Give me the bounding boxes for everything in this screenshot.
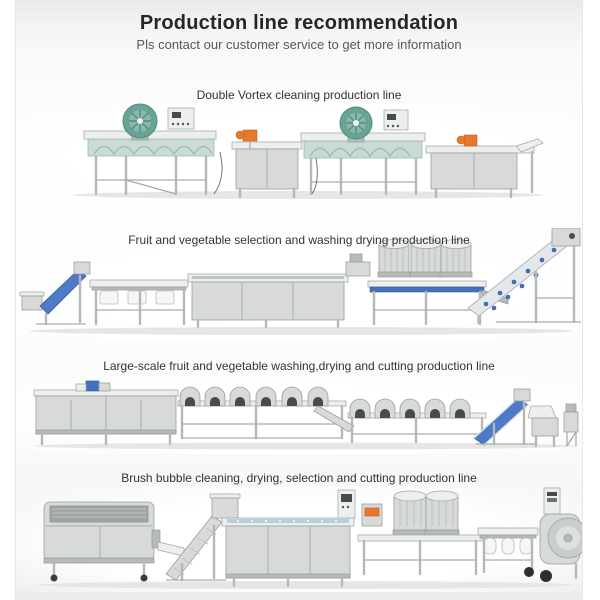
washing-tank-icon: [188, 274, 348, 327]
ground-shadow: [29, 327, 573, 335]
air-dryer-icon: [350, 399, 370, 418]
air-dryer-icon: [400, 399, 420, 418]
vortex-washer-icon: [301, 107, 425, 194]
bubble-washing-tank-icon: [222, 490, 355, 586]
air-dryer-icon: [230, 387, 250, 406]
centrifugal-dryer-icon: [368, 240, 508, 325]
control-box-icon: [338, 490, 355, 518]
dryer-drum-icon: [425, 491, 459, 535]
air-dryer-row-icon: [178, 387, 354, 438]
air-dryer-icon: [205, 387, 225, 406]
caption-large-scale-line: Large-scale fruit and vegetable washing,drying and cutting production line: [103, 359, 495, 373]
caption-selection-washing-drying-line: Fruit and vegetable selection and washing drying production line: [128, 233, 470, 247]
air-dryer-icon: [375, 399, 395, 418]
page-title: Production line recommendation: [139, 12, 459, 34]
air-dryer-icon: [450, 399, 470, 418]
control-box-icon: [168, 108, 194, 129]
selection-table-icon: [478, 528, 538, 572]
machine-image-large-scale-washing-drying-cutting-line: [16, 376, 582, 454]
pump-icon: [76, 381, 110, 391]
air-dryer-icon: [256, 387, 276, 406]
content-panel: [15, 0, 583, 600]
control-box-icon: [362, 504, 382, 526]
centrifugal-dryer-icon: [358, 491, 482, 574]
control-box-icon: [384, 110, 408, 130]
ground-shadow: [73, 191, 543, 199]
caption-double-vortex-line: Double Vortex cleaning production line: [196, 88, 402, 102]
infeed-elevator-icon: [20, 262, 90, 324]
transfer-hopper-icon: [346, 254, 370, 276]
vortex-washer-icon: [84, 104, 222, 194]
vortex-fan-icon: [123, 104, 157, 138]
machine-image-brush-bubble-cleaning-line: [16, 486, 582, 592]
machine-image-double-vortex-cleaning-line: [16, 102, 582, 202]
ground-shadow: [38, 581, 574, 589]
vortex-fan-icon: [340, 107, 372, 139]
air-dryer-icon: [282, 387, 302, 406]
air-dryer-icon: [425, 399, 445, 418]
selection-table-icon: [90, 280, 188, 324]
dryer-drum-icon: [393, 491, 427, 535]
pump-icon: [457, 135, 477, 146]
air-dryer-icon: [308, 387, 328, 406]
washing-tank-icon: [232, 130, 302, 197]
caption-brush-bubble-line: Brush bubble cleaning, drying, selection and cutting production line: [121, 471, 477, 485]
air-dryer-icon: [180, 387, 200, 406]
page-subtitle: Pls contact our customer service to get more information: [136, 37, 462, 52]
brush-washer-icon: [44, 502, 184, 582]
cutting-machine-icon: [528, 404, 578, 446]
blue-belt: [370, 287, 484, 292]
air-dryer-row-icon: [348, 399, 486, 442]
outfeed-tank-icon: [426, 135, 543, 197]
washing-tank-icon: [34, 381, 178, 444]
